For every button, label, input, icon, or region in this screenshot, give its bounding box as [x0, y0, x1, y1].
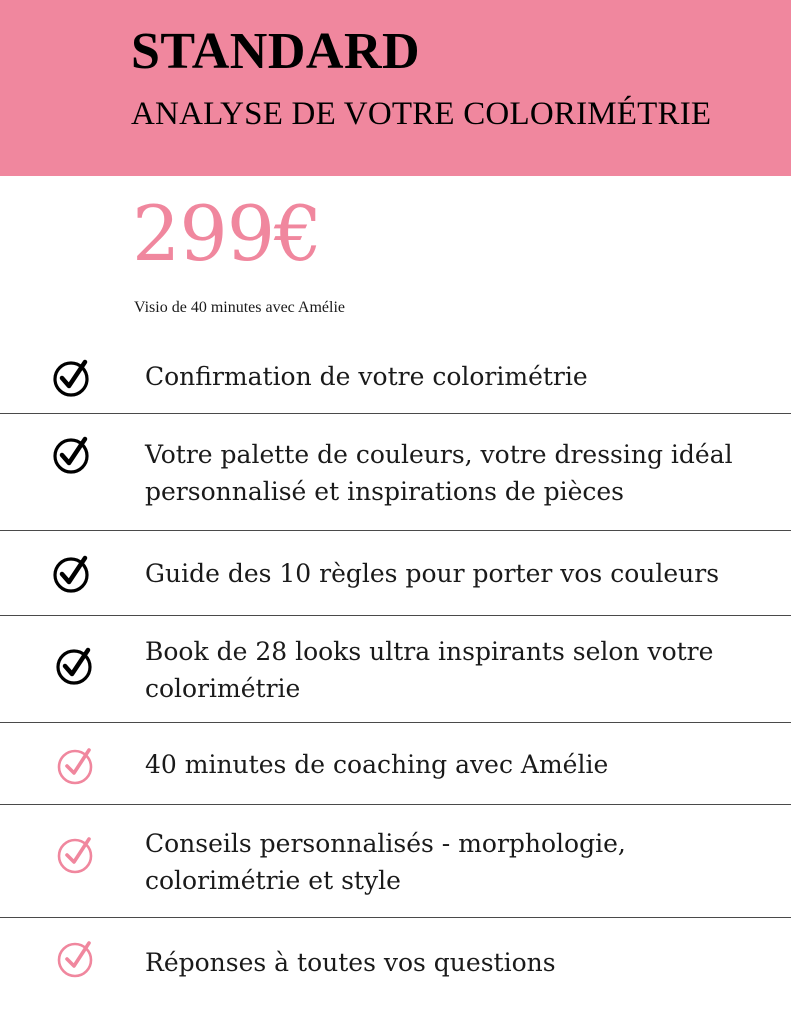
check-circle-icon	[52, 434, 92, 474]
check-circle-icon	[56, 938, 96, 978]
plan-title: STANDARD	[131, 23, 421, 80]
feature-label: 40 minutes de coaching avec Amélie	[145, 750, 609, 779]
feature-label: Conseils personnalisés - morphologie, colorimétrie et style	[145, 829, 626, 895]
check-circle-icon	[52, 357, 92, 397]
feature-label: Réponses à toutes vos questions	[145, 948, 556, 977]
divider	[0, 917, 791, 918]
feature-label: Guide des 10 règles pour porter vos couleurs	[145, 559, 720, 588]
price-note: Visio de 40 minutes avec Amélie	[134, 299, 345, 316]
check-circle-icon	[56, 745, 96, 785]
header-band	[0, 0, 791, 176]
price: 299€	[132, 189, 322, 278]
divider	[0, 615, 791, 616]
plan-subtitle: ANALYSE DE VOTRE COLORIMÉTRIE	[131, 96, 712, 132]
feature-label: Confirmation de votre colorimétrie	[145, 362, 588, 391]
check-circle-icon	[55, 645, 95, 685]
divider	[0, 413, 791, 414]
check-circle-icon	[52, 553, 92, 593]
check-circle-icon	[56, 834, 96, 874]
feature-label: Book de 28 looks ultra inspirants selon votre colorimétrie	[145, 637, 714, 703]
feature-label: Votre palette de couleurs, votre dressing idéal personnalisé et inspirations de pièces	[145, 440, 733, 506]
divider	[0, 530, 791, 531]
divider	[0, 804, 791, 805]
divider	[0, 722, 791, 723]
